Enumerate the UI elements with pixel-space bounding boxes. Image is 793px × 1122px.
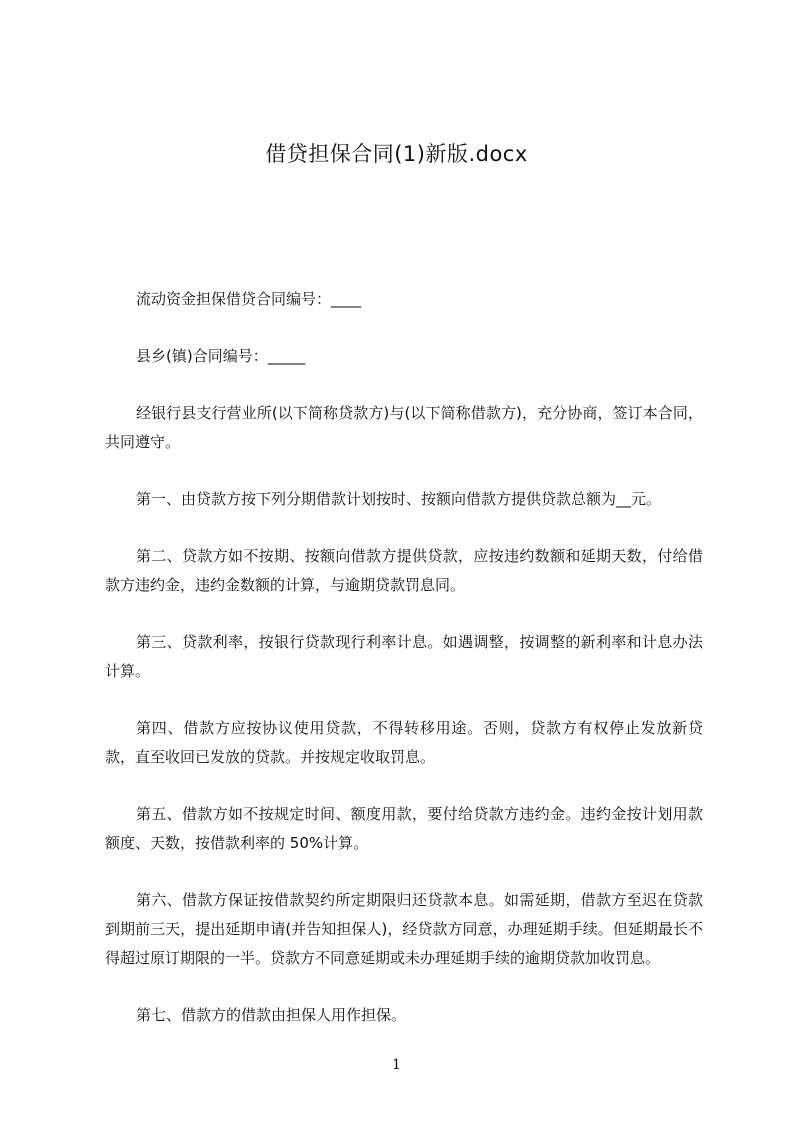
page-number: 1	[392, 1057, 401, 1073]
clause-7-paragraph: 第七、借款方的借款由担保人用作担保。	[136, 1006, 407, 1024]
clause-2-paragraph: 第二、贷款方如不按期、按额向借款方提供贷款，应按违约数额和延期天数，付给借款方违约金，违约金数额的计算，与逾期贷款罚息同。	[105, 547, 703, 594]
clause-1-paragraph: 第一、由贷款方按下列分期借款计划按时、按额向借款方提供贷款总额为__元。	[136, 490, 662, 508]
clause-4-paragraph: 第四、借款方应按协议使用贷款，不得转移用途。否则，贷款方有权停止发放新贷款，直至收回已发放的贷款。并按规定收取罚息。	[105, 719, 703, 766]
document-body	[105, 285, 703, 1058]
document-title: 借贷担保合同(1)新版.docx	[265, 142, 528, 166]
county-contract-number-line: 县乡(镇)合同编号：_____	[136, 347, 306, 365]
preamble-paragraph: 经银行县支行营业所(以下简称贷款方)与(以下简称借款方)，充分协商，签订本合同，共同遵守。	[105, 404, 703, 451]
clause-3-paragraph: 第三、贷款利率，按银行贷款现行利率计息。如遇调整，按调整的新利率和计息办法计算。	[105, 633, 703, 680]
clause-5-paragraph: 第五、借款方如不按规定时间、额度用款，要付给贷款方违约金。违约金按计划用款额度、天数，按借款利率的 50%计算。	[105, 805, 703, 852]
clause-6-paragraph: 第六、借款方保证按借款契约所定期限归还贷款本息。如需延期，借款方至迟在贷款到期前三天，提出延期申请(并告知担保人)，经贷款方同意，办理延期手续。但延期最长不得超过原订期限的一半。贷款方不同意延期或未办理延期手续的逾期贷款加收罚息。	[105, 891, 703, 967]
contract-number-line: 流动资金担保借贷合同编号：____	[136, 290, 362, 308]
